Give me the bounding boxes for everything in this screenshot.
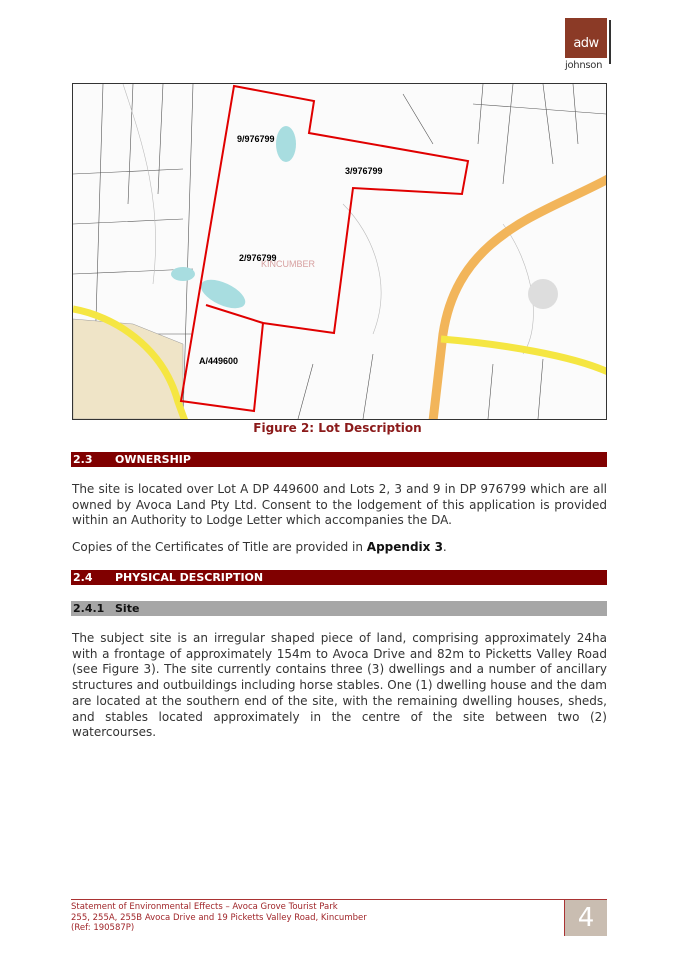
- company-logo: [565, 18, 615, 71]
- certificates-paragraph: Copies of the Certificates of Title are provided in Appendix 3.: [72, 540, 447, 554]
- footer-ref: (Ref: 190587P): [71, 923, 135, 933]
- lot-label-3: 3/976799: [345, 166, 383, 176]
- footer-title: Statement of Environmental Effects – Avoca Grove Tourist Park: [71, 902, 338, 912]
- section-heading-physical-description: 2.4 PHYSICAL DESCRIPTION: [71, 570, 607, 585]
- logo-name: johnson: [565, 60, 603, 71]
- lot-label-9: 9/976799: [237, 134, 275, 144]
- section-heading-ownership: 2.3 OWNERSHIP: [71, 452, 607, 467]
- site-paragraph: The subject site is an irregular shaped piece of land, comprising approximately 24ha with a frontage of approximately 154m to Avoca Drive and 82m to Picketts Valley Road (see Figure 3). The site currently contains three (3) dwellings and a number of ancillary structures and outbuildings including horse stables. One (1) dwelling house and the dam are located at the southern end of the site, with the remaining dwelling houses, sheds, and stables located approximately in the centre of the site between two (2) watercourses.: [72, 631, 607, 740]
- lot-label-2: 2/976799: [239, 253, 277, 263]
- place-label: KINCUMBER: [261, 259, 316, 269]
- subsection-heading-site: 2.4.1 Site: [71, 601, 607, 616]
- figure-caption: Figure 2: Lot Description: [253, 421, 422, 435]
- logo-mark: adw: [573, 36, 599, 51]
- page-footer: [71, 899, 607, 934]
- lot-label-a: A/449600: [199, 356, 239, 366]
- footer-address: 255, 255A, 255B Avoca Drive and 19 Picketts Valley Road, Kincumber: [71, 912, 367, 923]
- lot-map: [72, 83, 607, 420]
- page-number: 4: [564, 900, 607, 936]
- ownership-paragraph: The site is located over Lot A DP 449600 and Lots 2, 3 and 9 in DP 976799 which are all owned by Avoca Land Pty Ltd. Consent to the lodgement of this application is provided within an Authority to Lodge Letter which accompanies the DA.: [72, 482, 607, 528]
